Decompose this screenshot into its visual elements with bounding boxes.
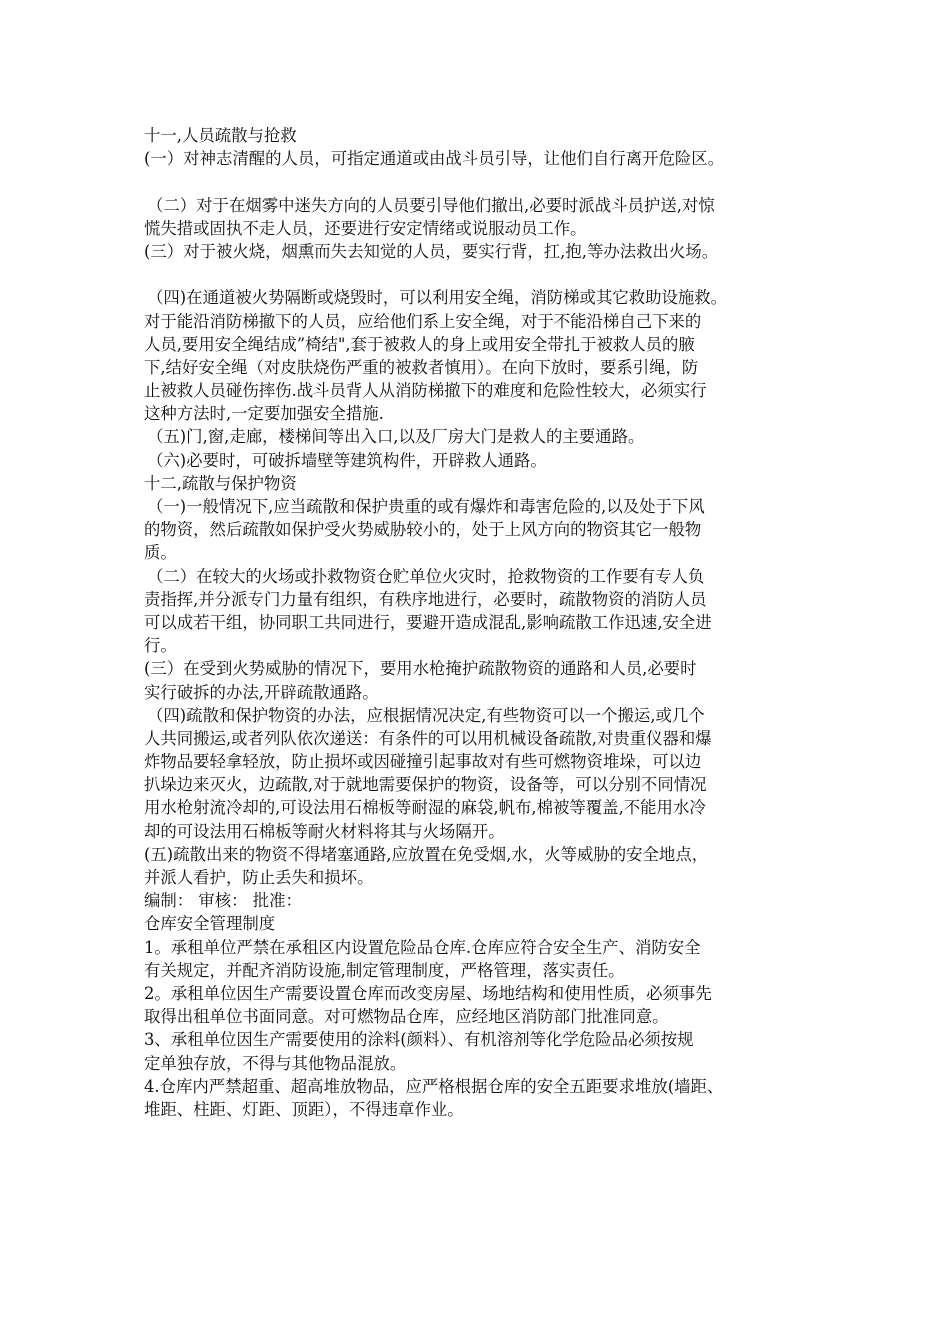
paragraph-line: 取得出租单位书面同意。对可燃物品仓库，应经地区消防部门批准同意。 — [144, 1007, 669, 1027]
paragraph-line: 的物资，然后疏散如保护受火势威胁较小的，处于上风方向的物资其它一般物 — [144, 520, 702, 540]
paragraph-line: (五)疏散出来的物资不得堵塞通路,应放置在免受烟,水，火等威胁的安全地点， — [144, 844, 709, 864]
paragraph-line: 下,结好安全绳（对皮肤烧伤严重的被救者慎用）。在向下放时，要系引绳，防 — [144, 357, 699, 377]
paragraph-line: 人共同搬运,或者列队依次递送：有条件的可以用机械设备疏散,对贵重仪器和爆 — [144, 728, 712, 748]
paragraph-line: 可以成若干组，协同职工共同进行，要避开造成混乱,影响疏散工作迅速,安全进 — [144, 612, 712, 632]
paragraph-line: (一）对神志清醒的人员，可指定通道或由战斗员引导，让他们自行离开危险区。 — [144, 149, 725, 169]
section-heading-11: 十一,人员疏散与抢救 — [144, 126, 297, 145]
document-title: 仓库安全管理制度 — [144, 914, 276, 934]
signature-fields: 编制： 审核： 批准： — [144, 891, 302, 911]
paragraph-line: 1。承租单位严禁在承租区内设置危险品仓库.仓库应符合安全生产、消防安全 — [144, 937, 701, 957]
blank-line — [144, 263, 824, 286]
paragraph-line: 3、承租单位因生产需要使用的涂料(颜料）、有机溶剂等化学危险品必须按规 — [144, 1030, 694, 1050]
paragraph-line: （四)在通道被火势隔断或烧毁时，可以利用安全绳，消防梯或其它救助设施救。 — [147, 288, 728, 308]
paragraph-line: （二）对于在烟雾中迷失方向的人员要引导他们撤出,必要时派战斗员护送,对惊 — [147, 195, 715, 215]
paragraph-line: 责指挥,并分派专门力量有组织，有秩序地进行，必要时，疏散物资的消防人员 — [144, 589, 707, 609]
paragraph-line: （一)一般情况下,应当疏散和保护贵重的或有爆炸和毒害危险的,以及处于下风 — [147, 497, 705, 516]
paragraph-line: 用水枪射流冷却的,可设法用石棉板等耐湿的麻袋,帆布,棉被等覆盖,不能用水冷 — [144, 798, 706, 818]
paragraph-line: 炸物品要轻拿轻放，防止损坏或因碰撞引起事故对有些可燃物资堆垛，可以边 — [144, 752, 702, 772]
section-heading-12: 十二,疏散与保护物资 — [144, 473, 297, 493]
paragraph-line: 4.仓库内严禁超重、超高堆放物品，应严格根据仓库的安全五距要求堆放(墙距、 — [144, 1076, 724, 1096]
paragraph-line: (三）在受到火势威胁的情况下，要用水枪掩护疏散物资的通路和人员,必要时 — [144, 659, 697, 679]
paragraph-line: 2。承租单位因生产需要设置仓库而改变房屋、场地结构和使用性质，必须事先 — [144, 983, 712, 1003]
blank-line — [144, 170, 824, 193]
paragraph-line: （四)疏散和保护物资的办法，应根据情况决定,有些物资可以一个搬运,或几个 — [147, 705, 705, 725]
paragraph-line: 并派人看护，防止丢失和损坏。 — [144, 868, 374, 887]
paragraph-line: 实行破拆的办法,开辟疏散通路。 — [144, 682, 379, 702]
paragraph-line: 质。 — [144, 543, 177, 563]
paragraph-line: （二）在较大的火场或扑救物资仓贮单位火灾时，抢救物资的工作要有专人负 — [147, 566, 705, 586]
paragraph-line: (三）对于被火烧，烟熏而失去知觉的人员，要实行背，扛,抱,等办法救出火场。 — [144, 241, 719, 261]
paragraph-line: 止被救人员碰伤摔伤.战斗员背人从消防梯撤下的难度和危险性较大，必须实行 — [144, 381, 707, 401]
document-body — [144, 124, 824, 1121]
paragraph-line: 行。 — [144, 636, 177, 656]
paragraph-line: （六)必要时，可破拆墙壁等建筑构件，开辟救人通路。 — [147, 450, 547, 470]
paragraph-line: 这种方法时,一定要加强安全措施. — [144, 404, 384, 424]
paragraph-line: 对于能沿消防梯撤下的人员，应给他们系上安全绳，对于不能沿梯自己下来的 — [144, 311, 702, 331]
paragraph-line: 扒垛边来灭火，边疏散,对于就地需要保护的物资，设备等，可以分别不同情况 — [144, 775, 707, 795]
paragraph-line: 有关规定，并配齐消防设施,制定管理制度，严格管理，落实责任。 — [144, 960, 625, 980]
paragraph-line: （五)门,窗,走廊，楼梯间等出入口,以及厂房大门是救人的主要通路。 — [147, 427, 645, 447]
paragraph-line: 堆距、柱距、灯距、顶距），不得违章作业。 — [144, 1099, 464, 1119]
paragraph-line: 慌失措或固执不走人员，还要进行安定情绪或说服动员工作。 — [144, 218, 587, 238]
paragraph-line: 却的可设法用石棉板等耐火材料将其与火场隔开。 — [144, 821, 505, 841]
paragraph-line: 定单独存放，不得与其他物品混放。 — [144, 1053, 407, 1073]
paragraph-line: 人员,要用安全绳结成”椅结",套于被救人的身上或用安全带扎于被救人员的腋 — [144, 334, 695, 354]
